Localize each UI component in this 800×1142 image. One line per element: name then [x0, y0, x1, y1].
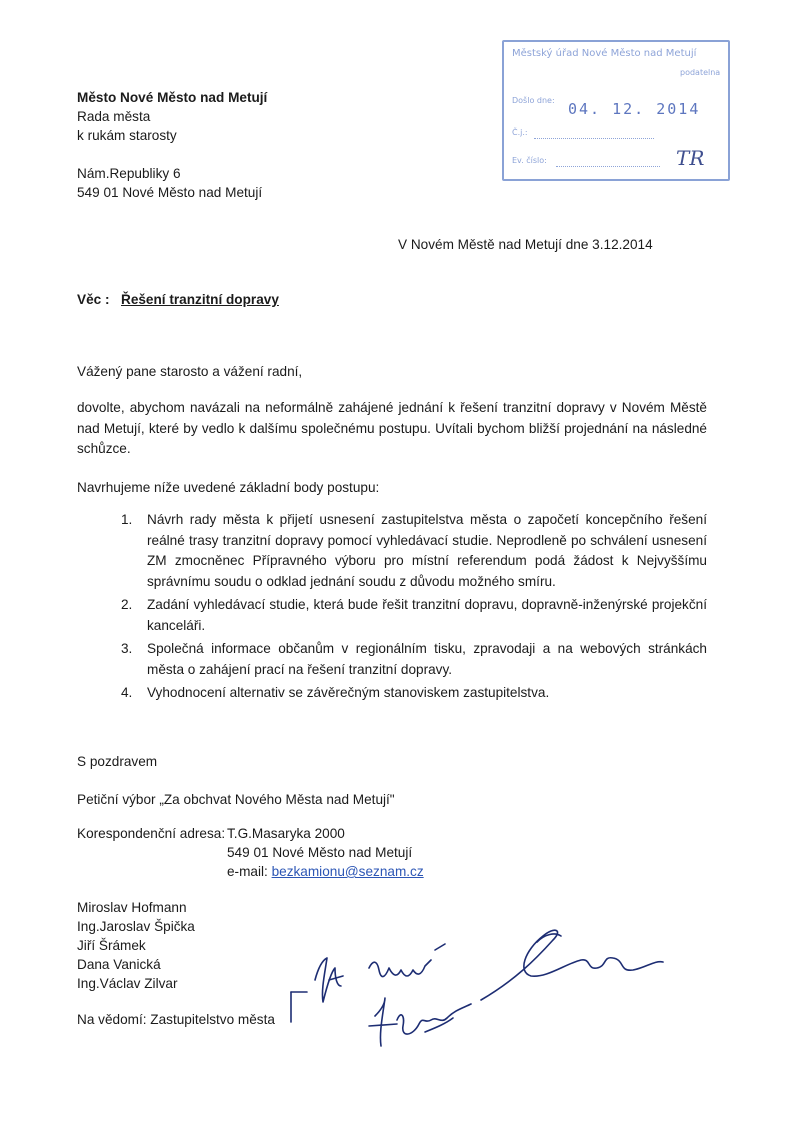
stamp-attach-line: [534, 138, 654, 139]
stamp-sub: podatelna: [680, 68, 721, 77]
cc-line: Na vědomí: Zastupitelstvo města: [77, 1012, 275, 1027]
email-label: e-mail:: [227, 864, 272, 879]
committee-name: Petiční výbor „Za obchvat Nového Města nad Metují": [77, 792, 395, 807]
recipient-street: Nám.Republiky 6: [77, 166, 181, 181]
stamp-attach-label: Č.j.:: [512, 128, 528, 137]
email-link[interactable]: bezkamionu@seznam.cz: [271, 864, 424, 879]
stamp-date: 04. 12. 2014: [568, 100, 701, 118]
recipient-city: 549 01 Nové Město nad Metují: [77, 185, 263, 200]
list-item: 2. Zadání vyhledávací studie, která bude řešit tranzitní dopravu, dopravně-inženýrské projekční kanceláři.: [121, 597, 707, 633]
stamp-initials: TR: [676, 146, 705, 170]
subject-label: Věc :: [77, 292, 110, 307]
signatory-name: Miroslav Hofmann: [77, 900, 187, 915]
signatory-name: Jiří Šrámek: [77, 938, 146, 953]
correspondence-email-row: [227, 864, 424, 879]
salutation: Vážený pane starosto a vážení radní,: [77, 364, 303, 379]
list-item: 3. Společná informace občanům v regionálním tisku, zpravodaji a na webových stránkách města o zahájení prací na řešení tranzitní dopravy.: [121, 641, 707, 677]
stamp-header: Městský úřad Nové Město nad Metují: [512, 48, 697, 59]
correspondence-street: T.G.Masaryka 2000: [227, 826, 345, 841]
signatory-name: Ing.Václav Zilvar: [77, 976, 178, 991]
signatories-list: [77, 898, 195, 993]
correspondence-city: 549 01 Nové Město nad Metují: [227, 845, 413, 860]
paragraph-body: dovolte, abychom navázali na neformálně zahájené jednání k řešení tranzitní dopravy v Novém Městě nad Metují, které by vedlo k dalšímu společnému postupu. Uvítali bychom bližší projednání na následné schůzce.: [77, 400, 707, 456]
stamp-ev-line: [556, 166, 660, 167]
registry-stamp: [502, 40, 730, 181]
handwritten-signatures: [285, 920, 705, 1060]
recipient-line3: k rukám starosty: [77, 128, 177, 143]
signatory-name: Dana Vanická: [77, 957, 161, 972]
date-line: V Novém Městě nad Metují dne 3.12.2014: [398, 237, 653, 252]
list-item: 4. Vyhodnocení alternativ se závěrečným stanoviskem zastupitelstva.: [121, 685, 550, 700]
recipient-line2: Rada města: [77, 109, 151, 124]
correspondence-label: Korespondenční adresa:: [77, 826, 226, 841]
subject-text: Řešení tranzitní dopravy: [121, 292, 279, 307]
list-item: 1. Návrh rady města k přijetí usnesení zastupitelstva města o započetí koncepčního řešení reálné trasy tranzitní dopravy pomocí vyhledávací studie. Neprodleně po schválení usnesení ZM zmocněnec Přípravného výboru pro místní referendum podá žádost k Nejvyššímu správnímu soudu o odklad jednání soudu z důvodu možného smíru.: [121, 512, 707, 589]
signatory-name: Ing.Jaroslav Špička: [77, 919, 195, 934]
recipient-address: [77, 88, 267, 202]
closing: S pozdravem: [77, 754, 158, 769]
points-intro: Navrhujeme níže uvedené základní body postupu:: [77, 480, 380, 495]
points-list: [77, 510, 707, 707]
recipient-name: Město Nové Město nad Metují: [77, 90, 268, 105]
stamp-date-label: Došlo dne:: [512, 96, 555, 105]
stamp-ev-label: Ev. číslo:: [512, 156, 547, 165]
